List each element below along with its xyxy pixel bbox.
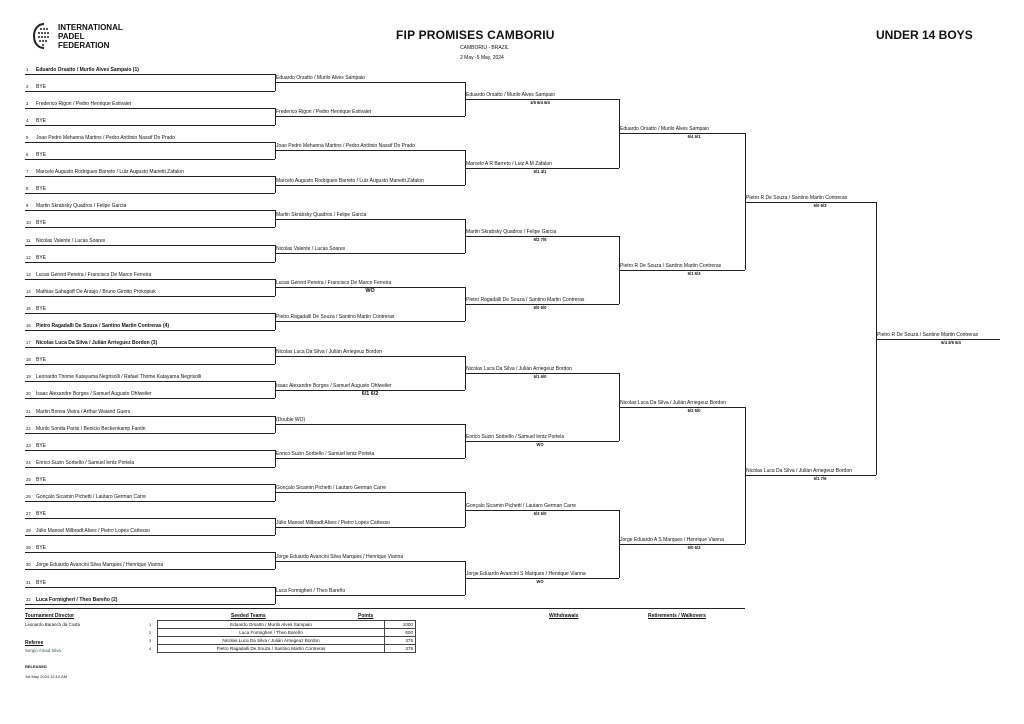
winner-entry: Martin Skrabsky Quadros / Felipe Garcia xyxy=(276,211,367,218)
retirements-header: Retirements / Walkovers xyxy=(648,613,706,619)
draw-position-number: 12 xyxy=(26,254,31,260)
round-line xyxy=(275,356,465,357)
points-header: Points xyxy=(358,613,374,619)
bracket-connector xyxy=(275,587,276,604)
draw-line xyxy=(25,125,275,126)
seed-team-name: Eduardo Orsatto / Murilo Alves Sampaio xyxy=(158,621,385,629)
draw-line xyxy=(25,296,275,297)
draw-line xyxy=(25,416,275,417)
bye-entry: BYE xyxy=(36,152,47,158)
team-entry: Gonçalo Sicamin Pichetti / Lautaro German Carre xyxy=(36,494,147,500)
seed-row xyxy=(147,645,416,653)
match-score: 6/2 6/0 xyxy=(687,407,701,413)
seed-row xyxy=(147,621,416,629)
round-line xyxy=(275,424,465,425)
draw-position-number: 8 xyxy=(26,186,29,192)
draw-line xyxy=(25,501,275,502)
draw-line xyxy=(25,262,275,263)
bye-entry: BYE xyxy=(36,254,47,261)
round-line xyxy=(275,458,465,459)
match-score: 6/0 6/0 xyxy=(533,305,547,311)
winner-entry: Nicolas Luca Da Silva / Julián Arriegeuz Bordon xyxy=(276,348,382,355)
round-line xyxy=(275,321,465,322)
match-score: 6/3 6/0 xyxy=(533,510,547,516)
match-score: 6/4 6/1 xyxy=(687,134,701,140)
draw-line xyxy=(25,381,275,382)
team-entry: Jorge Eduardo Avancini Silva Marques / Henrique Vianna xyxy=(36,562,164,569)
draw-position-number: 25 xyxy=(26,476,31,482)
draw-position-number: 22 xyxy=(26,425,31,431)
draw-line xyxy=(25,587,275,588)
match-score: 6/2 7/5 xyxy=(533,236,547,242)
seed-team-name: Pietro Ragadalli De Souza / Santino Martin Contreras xyxy=(158,645,385,653)
draw-position-number: 17 xyxy=(26,340,31,346)
round-line xyxy=(275,253,465,254)
team-entry: Martin Skrabsky Quadros / Felipe Garcia xyxy=(36,203,127,210)
draw-position-number: 19 xyxy=(26,374,31,380)
draw-line xyxy=(25,330,275,331)
winner-entry: Gonçalo Sicamin Pichetti / Lautaro German Carre xyxy=(466,502,577,509)
bracket-connector xyxy=(275,518,276,535)
bye-entry: BYE xyxy=(36,545,47,552)
bye-entry: BYE xyxy=(36,117,47,124)
winner-entry: Nicolas Luca Da Silva / Julián Arriegeuz Bordon xyxy=(620,399,726,406)
bracket-connector xyxy=(275,381,276,398)
bracket-connector xyxy=(275,347,276,364)
draw-line xyxy=(25,227,275,228)
team-entry: Joao Pedro Mehanna Martins / Pedro Antônio Nassif Do Prado xyxy=(36,134,175,141)
winner-entry: Nicolas Valente / Lucas Soares xyxy=(276,246,346,253)
match-score: WO xyxy=(536,578,544,584)
tournament-title: FIP PROMISES CAMBORIU xyxy=(396,28,555,42)
winner-entry: Pietro R De Souza / Santino Martin Contreras xyxy=(877,331,979,338)
bye-entry: BYE xyxy=(36,305,47,312)
draw-position-number: 20 xyxy=(26,391,31,397)
winner-entry: Pietro Ragadalli De Souza / Santino Martin Contreras xyxy=(276,314,395,321)
draw-position-number: 1 xyxy=(26,66,29,72)
team-entry: Frederico Rigon / Pedro Henrique Estivalet xyxy=(36,100,132,107)
draw-line xyxy=(25,518,275,519)
team-entry: Lucas Gerent Pereira / Francisco De Marco Ferreira xyxy=(36,271,152,278)
draw-line xyxy=(25,535,275,536)
bracket-connector xyxy=(275,210,276,227)
winner-entry: Marcelo A R Barreto / Luiz A M Zafalon xyxy=(466,160,552,167)
winner-entry: Frederico Rigon / Pedro Henrique Estivalet xyxy=(276,109,372,116)
bye-entry: BYE xyxy=(36,83,47,90)
draw-line xyxy=(25,245,275,246)
match-score: 6/1 7/6 xyxy=(813,476,827,482)
match-score: 6/1 6/3 xyxy=(687,271,701,277)
bracket-connector xyxy=(745,133,746,270)
match-score: 6/1 6/0 xyxy=(533,373,547,379)
org-name: INTERNATIONAL PADEL FEDERATION xyxy=(58,23,123,50)
seed-number: 1 xyxy=(149,622,152,627)
winner-entry: Eduardo Orsatto / Murilo Alves Sampaio xyxy=(276,75,365,82)
bracket-connector xyxy=(275,484,276,501)
draw-position-number: 9 xyxy=(26,203,29,209)
director-name: Leonardo Baranch da Costa xyxy=(25,622,80,627)
draw-position-number: 7 xyxy=(26,169,29,175)
winner-entry: Enrico Suzin Sorbello / Samuel lentz Portela xyxy=(276,451,375,458)
draw-position-number: 3 xyxy=(26,100,29,106)
match-score: 1/6 6/4 6/4 xyxy=(530,100,550,106)
draw-position-number: 31 xyxy=(26,579,31,585)
bracket-connector xyxy=(465,219,466,253)
seed-points: 375 xyxy=(385,637,416,645)
seed-number: 3 xyxy=(149,638,152,643)
winner-entry: Enrico Suzin Sorbello / Samuel lentz Portela xyxy=(466,434,565,441)
draw-position-number: 24 xyxy=(26,459,31,465)
bracket-connector xyxy=(465,492,466,526)
draw-position-number: 30 xyxy=(26,562,31,568)
draw-line xyxy=(25,364,275,365)
seed-number: 2 xyxy=(149,630,152,635)
draw-position-number: 23 xyxy=(26,442,31,448)
footer-divider xyxy=(25,608,745,609)
round-line xyxy=(275,185,465,186)
match-score: 6/1 4/1 xyxy=(533,168,547,174)
team-entry: Enrico Suzin Sorbello / Samuel lentz Portela xyxy=(36,459,135,466)
team-entry: Martin Bonsa Vieira / Arthur Waiand Guerx xyxy=(36,408,131,415)
seed-row xyxy=(147,629,416,637)
draw-line xyxy=(25,450,275,451)
winner-entry: Jorge Eduardo Avancini S Marques / Henrique Vianna xyxy=(466,570,586,577)
winner-entry: Pietro R De Souza / Santino Martin Contreras xyxy=(620,263,722,270)
match-score: 6/4 3/6 6/4 xyxy=(941,339,961,345)
tournament-dates: 2 May -5 May, 2024 xyxy=(460,55,504,61)
bye-entry: BYE xyxy=(36,511,47,518)
bye-entry: BYE xyxy=(36,186,47,193)
draw-line xyxy=(25,398,275,399)
padel-ball-icon xyxy=(33,23,55,49)
draw-position-number: 10 xyxy=(26,220,31,226)
round-line xyxy=(275,561,465,562)
team-entry: Luca Formigheri / Theo Bareño (2) xyxy=(36,596,118,603)
draw-position-number: 15 xyxy=(26,305,31,311)
winner-entry: Joao Pedro Mehanna Martins / Pedro Antônio Nassif Do Prado xyxy=(276,143,415,150)
category-title: UNDER 14 BOYS xyxy=(876,28,973,42)
bracket-connector xyxy=(619,236,620,304)
winner-entry: Nicolas Luca Da Silva / Julián Arriegeuz Bordon xyxy=(466,365,572,372)
bracket-connector xyxy=(275,416,276,433)
draw-line xyxy=(25,569,275,570)
draw-position-number: 28 xyxy=(26,528,31,534)
team-entry: Nicolas Luca Da Silva / Julián Arrieguez Bordon (3) xyxy=(36,340,158,347)
match-score: WO xyxy=(536,442,544,448)
bracket-connector xyxy=(465,561,466,595)
bracket-connector xyxy=(465,82,466,116)
bracket-connector xyxy=(465,356,466,390)
draw-line xyxy=(25,313,275,314)
bracket-connector xyxy=(619,373,620,441)
round-line xyxy=(275,82,465,83)
winner-entry: Eduardo Orsatto / Murilo Alves Sampaio xyxy=(620,126,709,133)
draw-line xyxy=(25,142,275,143)
winner-entry: Nicolas Luca Da Silva / Julián Arriegeuz Bordon xyxy=(746,468,852,475)
referee-label: Referee xyxy=(25,640,44,646)
tournament-location: CAMBORIU - BRAZIL xyxy=(460,45,509,51)
team-entry: Nicolas Valente / Lucas Soares xyxy=(36,237,106,244)
draw-line xyxy=(25,176,275,177)
director-label: Tournament Director xyxy=(25,613,75,619)
winner-entry: Gonçalo Sicamin Pichetti / Lautaro German Carre xyxy=(276,485,387,492)
fip-logo xyxy=(33,23,123,54)
seed-points: 1000 xyxy=(385,621,416,629)
draw-position-number: 18 xyxy=(26,357,31,363)
draw-line xyxy=(25,108,275,109)
draw-position-number: 13 xyxy=(26,271,31,277)
seeded-teams-header: Seeded Teams xyxy=(231,613,266,619)
bracket-connector xyxy=(465,150,466,184)
draw-position-number: 2 xyxy=(26,83,29,89)
draw-position-number: 11 xyxy=(26,237,31,243)
draw-position-number: 26 xyxy=(26,494,31,499)
draw-line xyxy=(25,193,275,194)
withdrawals-header: Withdrawals xyxy=(549,613,579,619)
team-entry: Isaac Alexandre Borges / Samuel Augusto Ohlweiler xyxy=(36,391,152,398)
winner-entry: Luca Formigheri / Theo Bareño xyxy=(276,588,346,595)
bracket-connector xyxy=(275,279,276,296)
winner-entry: Jorge Eduardo Avancini Silva Marques / Henrique Vianna xyxy=(276,553,404,560)
bye-entry: BYE xyxy=(36,442,47,449)
team-entry: Marcelo Augusto Rodrigues Barreto / Luiz Augusto Manetti Zafalon xyxy=(36,169,184,176)
draw-line xyxy=(25,74,275,75)
draw-line xyxy=(25,210,275,211)
round-line xyxy=(275,595,465,596)
draw-line xyxy=(25,604,275,605)
team-entry: Pietro Ragadalli De Souza / Santino Martin Contreras (4) xyxy=(36,323,170,329)
bracket-connector xyxy=(275,450,276,467)
round-line xyxy=(275,219,465,220)
draw-position-number: 6 xyxy=(26,152,29,157)
referee-name: Sergio Amad Silva xyxy=(25,648,61,653)
draw-position-number: 21 xyxy=(26,408,31,414)
winner-entry: Martin Skrabsky Quadros / Felipe Garcia xyxy=(466,228,557,235)
draw-line xyxy=(25,91,275,92)
bracket-connector xyxy=(465,287,466,321)
team-entry: Leonardo Thome Katayama Negrisolli / Rafael Thome Katayama Negrisolli xyxy=(36,374,202,381)
match-score: 6/0 6/3 xyxy=(687,544,701,550)
draw-position-number: 32 xyxy=(26,596,31,602)
winner-entry: Eduardo Orsatto / Murilo Alves Sampaio xyxy=(466,92,555,99)
bracket-connector xyxy=(619,99,620,167)
seeded-teams-table xyxy=(147,620,416,653)
bye-entry: BYE xyxy=(36,476,47,483)
draw-position-number: 14 xyxy=(26,288,31,294)
bracket-connector xyxy=(275,245,276,262)
draw-position-number: 4 xyxy=(26,117,29,123)
team-entry: Júlio Manoel Milbradt Alves / Pietro Lopes Carlesso xyxy=(36,528,150,535)
match-score: 6/1 6/2 xyxy=(361,390,379,397)
team-entry: Murilo Sonda Parisi / Benicio Beckenkamp Fantin xyxy=(36,425,146,432)
round-line xyxy=(275,150,465,151)
draw-line xyxy=(25,433,275,434)
seed-points: 375 xyxy=(385,645,416,653)
round-line xyxy=(275,527,465,528)
match-score: WO xyxy=(365,288,375,295)
draw-line xyxy=(25,159,275,160)
bye-entry: BYE xyxy=(36,357,47,364)
winner-entry: (Double WO) xyxy=(276,417,306,424)
seed-row xyxy=(147,637,416,645)
seed-team-name: Luca Formigheri / Theo Bareño xyxy=(158,629,385,637)
draw-position-number: 29 xyxy=(26,545,31,551)
draw-position-number: 5 xyxy=(26,134,29,140)
draw-position-number: 27 xyxy=(26,511,31,517)
bye-entry: BYE xyxy=(36,220,47,227)
bracket-connector xyxy=(275,176,276,193)
bracket-connector xyxy=(876,202,877,476)
team-entry: Mathias Sahagoff De Araujo / Bruno Girotto Prokopiuk xyxy=(36,288,156,295)
bracket-connector xyxy=(275,108,276,125)
bracket-connector xyxy=(465,424,466,458)
draw-line xyxy=(25,467,275,468)
draw-position-number: 16 xyxy=(26,323,31,328)
bracket-connector xyxy=(745,407,746,544)
seed-team-name: Nicolas Luca Da Silva / Julián Arriegeuz Bordon xyxy=(158,637,385,645)
round-line xyxy=(275,492,465,493)
seed-points: 600 xyxy=(385,629,416,637)
bracket-connector xyxy=(275,142,276,159)
released-label: RELEASED xyxy=(25,664,47,669)
seed-number: 4 xyxy=(149,646,152,651)
winner-entry: Jorge Eduardo A S Marques / Henrique Vianna xyxy=(620,536,724,543)
bracket-connector xyxy=(275,313,276,330)
team-entry: Eduardo Orsatto / Murilo Alves Sampaio (1) xyxy=(36,66,139,73)
winner-entry: Lucas Gerent Pereira / Francisco De Marco Ferreira xyxy=(276,280,392,287)
bracket-connector xyxy=(619,510,620,578)
bye-entry: BYE xyxy=(36,579,47,586)
bracket-connector xyxy=(275,74,276,91)
released-date: 1st May 2024 12:10 AM xyxy=(25,674,68,679)
match-score: 6/0 6/3 xyxy=(813,202,827,208)
draw-line xyxy=(25,279,275,280)
winner-entry: Pietro R De Souza / Santino Martin Contreras xyxy=(746,194,848,201)
winner-entry: Marcelo Augusto Rodrigues Barreto / Luiz Augusto Manetti Zafalon xyxy=(276,177,424,184)
bracket-connector xyxy=(275,552,276,569)
round-line xyxy=(275,116,465,117)
winner-entry: Pietro Ragadalli De Souza / Santino Martin Contreras xyxy=(466,297,585,304)
draw-line xyxy=(25,347,275,348)
draw-line xyxy=(25,484,275,485)
draw-line xyxy=(25,552,275,553)
winner-entry: Júlio Manoel Milbradt Alves / Pietro Lopes Carlesso xyxy=(276,519,390,526)
winner-entry: Isaac Alexandre Borges / Samuel Augusto Ohlweiler xyxy=(276,382,392,389)
